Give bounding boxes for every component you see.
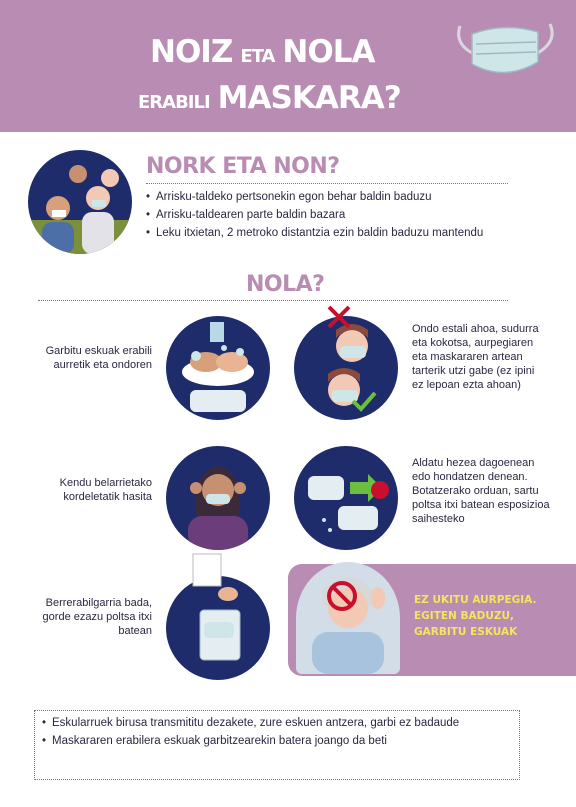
who-where-title: NORK ETA NON?	[146, 154, 340, 179]
divider	[38, 300, 508, 301]
check-icon	[350, 390, 378, 412]
step-replace-text: Aldatu hezea dagoenean edo hondatzen denean. Botatzerako orduan, sartu poltsa itxi batean esposizioa saihesteko	[412, 457, 550, 525]
list-item: • Maskararen erabilera eskuak garbitzearekin batera joango da beti	[42, 734, 510, 749]
warning-text: EZ UKITU AURPEGIA. EGITEN BADUZU, GARBITU ESKUAK	[414, 594, 537, 638]
storing-mask-illustration	[166, 576, 270, 680]
replace-mask-illustration	[294, 446, 398, 550]
bag-icon	[190, 548, 224, 588]
step-reusable-text: Berrerabilgarria bada, gorde ezazu poltsa itxi batean	[42, 597, 152, 637]
step-wash-hands-text: Garbitu eskuak erabili aurretik eta ondoren	[45, 345, 152, 371]
cross-icon	[326, 304, 352, 330]
list-item: • Leku itxietan, 2 metroko distantzia ezin baldin baduzu mantendu	[146, 226, 518, 241]
step-remove-text: Kendu belarrietako kordeletatik hasita	[59, 477, 152, 503]
title-line-2: ERABILI MASKARA?	[138, 80, 401, 116]
who-where-list	[146, 190, 518, 244]
footer-notes-list	[42, 716, 510, 752]
title-line-1: NOIZ ETA NOLA	[150, 34, 375, 70]
step-cover-face-text: Ondo estali ahoa, sudurra eta kokotsa, aurpegiaren eta maskararen artean tarterik utzi gabe (ez ipini ez lepoan ezta ahoan)	[412, 323, 539, 391]
list-item: • Arrisku-taldeko pertsonekin egon behar baldin baduzu	[146, 190, 518, 205]
do-not-touch-face-illustration	[296, 562, 400, 674]
crowd-illustration	[28, 150, 132, 254]
divider	[146, 183, 508, 184]
face-mask-icon	[452, 14, 558, 84]
mask-wearing-illustration	[294, 316, 398, 420]
hand-washing-illustration	[166, 316, 270, 420]
list-item: • Arrisku-taldearen parte baldin bazara	[146, 208, 518, 223]
how-title: NOLA?	[246, 272, 325, 297]
removing-mask-illustration	[166, 446, 270, 550]
list-item: • Eskularruek birusa transmititu dezakete, zure eskuen antzera, garbi ez badaude	[42, 716, 510, 731]
